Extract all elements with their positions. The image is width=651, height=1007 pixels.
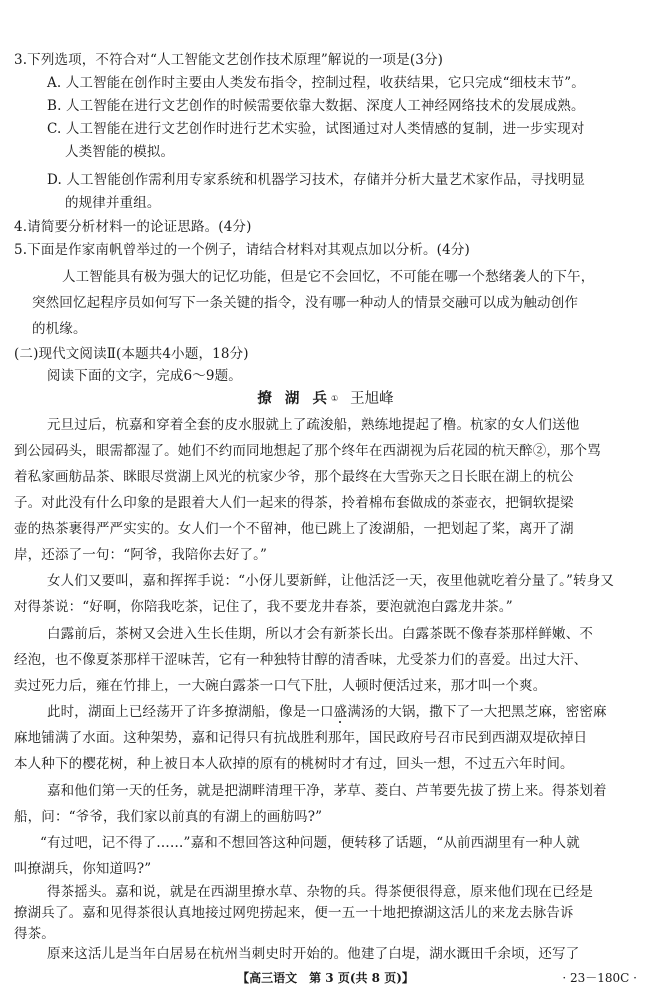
story-p1-line4: 子。对此没有什么印象的是跟着大人们一起来的得茶，拎着棉布套做成的茶壶衣，把铜软提梁 — [14, 495, 574, 511]
page-footer — [0, 968, 651, 988]
story-p7-line2: 撩湖兵了。嘉和见得茶很认真地接过网兜捞起来，便一五一十地把撩湖这活儿的来龙去脉告诉 — [14, 905, 574, 921]
question-5-stem: 5.下面是作家南帆曾举过的一个例子，请结合材料对其观点加以分析。(4分) — [14, 242, 470, 258]
question-3-option-b: B. 人工智能在进行文艺创作的时候需要依靠大数据、深度人工神经网络技术的发展成熟。 — [47, 98, 585, 114]
story-p4-line1 — [47, 702, 607, 722]
section-2-instruction: 阅读下面的文字，完成6～9题。 — [47, 368, 242, 384]
story-p1-line5: 壶的热茶裹得严严实实的。女人们一个不留神，他已跳上了浚湖船，一把划起了桨，离开了湖 — [14, 521, 574, 537]
footer-page-info: 【高三语文 第 3 页(共 8 页)】 — [237, 971, 414, 985]
story-p6-line1: “有过吧，记不得了……”嘉和不想回答这种问题，便转移了话题，“从前西湖里有一种人就 — [40, 835, 580, 851]
question-3-option-c-line2: 人类智能的模拟。 — [65, 144, 175, 160]
story-p4-line1-b: 满汤的大锅，撒下了一大把黑芝麻，密密麻 — [347, 704, 607, 720]
story-p2-line1: 女人们又要叫，嘉和挥挥手说：“小伢儿要新鲜，让他活泛一天，夜里他就吃着分量了。”转身又 — [47, 573, 615, 589]
story-p7-line3: 得茶。 — [14, 926, 55, 942]
footer-exam-code: · 23－180C · — [562, 971, 637, 985]
story-p4-line1-a: 此时，湖面上已经荡开了许多撩湖船，像是一口 — [47, 704, 334, 720]
question-3-stem: 3.下列选项，不符合对“人工智能文艺创作技术原理”解说的一项是(3分) — [14, 52, 444, 68]
story-p1-line1: 元旦过后，杭嘉和穿着全套的皮水服就上了疏浚船，熟练地提起了橹。杭家的女人们送他 — [47, 417, 580, 433]
story-p3-line1: 白露前后，茶树又会进入生长佳期，所以才会有新茶长出。白露茶既不像春茶那样鲜嫩、不 — [47, 626, 593, 642]
story-p2-line2: 对得茶说：“好啊，你陪我吃茶，记住了，我不要龙井春茶，要泡就泡白露龙井茶。” — [14, 599, 513, 615]
story-p3-line3: 卖过死力后，雍在竹排上，一大碗白露茶一口气下肚，人顿时便活过来，那才叫一个爽。 — [14, 678, 547, 694]
story-p4-line3: 本人种下的樱花树，种上被日本人砍掉的原有的桃树时才有过，回头一想，不过五六年时间。 — [14, 756, 574, 772]
emphasis-dot-char: 盛 — [333, 704, 348, 720]
story-p5-line1: 嘉和他们第一天的任务，就是把湖畔清理干净，茅草、菱白、芦苇要先拔了捞上来。得茶划着 — [47, 783, 607, 799]
question-5-quote-line1: 人工智能具有极为强大的记忆功能，但是它不会回忆，不可能在哪一个愁绪袭人的下午， — [62, 269, 595, 285]
story-p3-line2: 经泡，也不像夏茶那样干涩味苦，它有一种独特甘醇的清香味，尤受茶力们的喜爱。出过大汗、 — [14, 652, 588, 668]
story-p1-line6: 岸，还添了一句：“阿爷，我陪你去好了。” — [14, 547, 268, 563]
story-title: 撩 湖 兵 — [257, 390, 331, 407]
question-5-quote-line3: 的机缘。 — [32, 321, 87, 337]
question-4: 4.请简要分析材料一的论证思路。(4分) — [14, 219, 252, 235]
story-p4-line2: 麻地铺满了水面。这种架势，嘉和记得只有抗战胜利那年，国民政府号召市民到西湖双堤砍掉日 — [14, 730, 588, 746]
question-3-option-a: A. 人工智能在创作时主要由人类发布指令，控制过程，收获结果，它只完成“细枝末节”。 — [47, 75, 585, 91]
question-3-option-c-line1: C. 人工智能在进行文艺创作时进行艺术实验，试图通过对人类情感的复制，进一步实现对 — [47, 121, 585, 137]
story-p7-line1: 得茶摇头。嘉和说，就是在西湖里撩水草、杂物的兵。得茶便很得意，原来他们现在已经是 — [47, 884, 593, 900]
story-p1-line2: 到公园码头，眼需都湿了。她们不约而同地想起了那个终年在西湖视为后花园的杭天醉②，那个骂 — [14, 443, 601, 459]
story-p1-line3: 着私家画舫品茶、眯眼尽赏湖上风光的杭家少爷，那个最终在大雪弥天之日长眠在湖上的杭公 — [14, 469, 574, 485]
question-3-option-d-line1: D. 人工智能创作需利用专家系统和机器学习技术，存储并分析大量艺术家作品，寻找明显 — [47, 172, 586, 188]
story-p5-line2: 船，问：“爷爷，我们家以前真的有湖上的画舫吗?” — [14, 809, 323, 825]
section-2-heading: (二)现代文阅读Ⅱ(本题共4小题，18分) — [14, 346, 249, 362]
question-3-option-d-line2: 的规律并重组。 — [65, 195, 161, 211]
question-5-quote-line2: 突然回忆起程序员如何写下一条关键的指令，没有哪一种动人的情景交融可以成为触动创作 — [32, 295, 578, 311]
story-p8-line1: 原来这活儿是当年白居易在杭州当刺史时开始的。他建了白堤，湖水溉田千余顷，还写了 — [47, 946, 580, 962]
story-p6-line2: 叫撩湖兵，你知道吗?” — [14, 861, 152, 877]
title-footnote-mark: ① — [330, 394, 339, 403]
story-title-line — [0, 389, 651, 409]
story-author: 王旭峰 — [350, 391, 394, 407]
